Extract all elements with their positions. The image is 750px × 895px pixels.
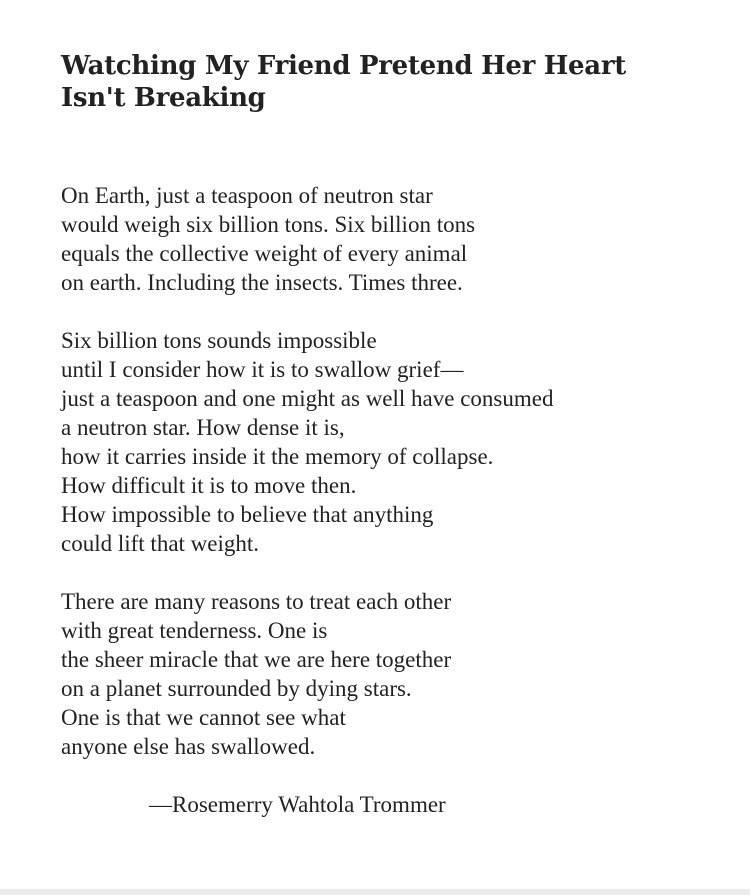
poem-line: could lift that weight. <box>61 531 260 556</box>
poem-line: with great tenderness. One is <box>61 618 328 643</box>
poem-document <box>61 50 701 819</box>
poem-line: would weigh six billion tons. Six billion tons <box>61 212 476 237</box>
poem-body <box>61 181 701 761</box>
poem-line: how it carries inside it the memory of collapse. <box>61 444 494 469</box>
poem-line: How impossible to believe that anything <box>61 502 434 527</box>
poem-line: on a planet surrounded by dying stars. <box>61 676 412 701</box>
poem-line: the sheer miracle that we are here together <box>61 647 452 672</box>
stanza-1 <box>61 181 701 297</box>
poem-title-line: Watching My Friend Pretend Her Heart <box>61 51 626 81</box>
stanza-2 <box>61 326 701 558</box>
poem-title-line: Isn't Breaking <box>61 83 266 113</box>
poem-author: —Rosemerry Wahtola Trommer <box>149 792 446 817</box>
poem-line: equals the collective weight of every animal <box>61 241 468 266</box>
page-bottom-edge <box>0 889 750 895</box>
poem-line: on earth. Including the insects. Times three. <box>61 270 463 295</box>
poem-line: until I consider how it is to swallow grief— <box>61 357 464 382</box>
poem-line: just a teaspoon and one might as well have consumed <box>61 386 554 411</box>
stanza-3 <box>61 587 701 761</box>
poem-title <box>61 50 701 114</box>
poem-line: a neutron star. How dense it is, <box>61 415 345 440</box>
poem-line: One is that we cannot see what <box>61 705 346 730</box>
poem-line: Six billion tons sounds impossible <box>61 328 377 353</box>
poem-line: anyone else has swallowed. <box>61 734 316 759</box>
poem-line: How difficult it is to move then. <box>61 473 357 498</box>
poem-line: On Earth, just a teaspoon of neutron star <box>61 183 433 208</box>
poem-line: There are many reasons to treat each other <box>61 589 452 614</box>
